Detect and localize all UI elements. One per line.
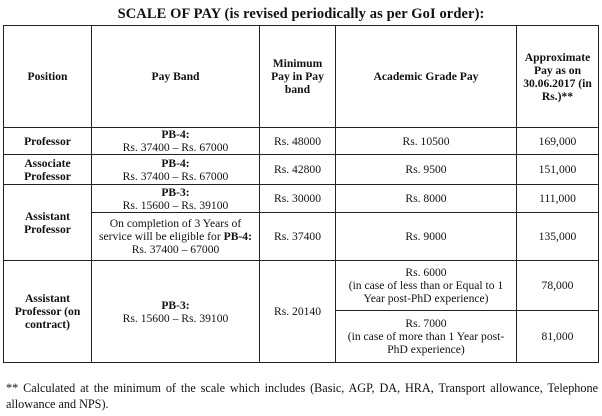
approx-pay-cell: 135,000 [517, 213, 599, 261]
pay-band-eligibility-note: On completion of 3 Years of service will be eligible for [99, 217, 242, 243]
header-pay-band: Pay Band [92, 26, 260, 128]
footnote: ** Calculated at the minimum of the scale which includes (Basic, AGP, DA, HRA, Transport allowance, Telephone allowance and NPS). [6, 381, 598, 411]
table-row-associate-professor [4, 155, 599, 185]
grade-pay-cell: Rs. 8000 [336, 185, 517, 213]
grade-pay-amount: Rs. 6000 [405, 266, 447, 279]
approx-pay-cell: 78,000 [517, 261, 599, 311]
minimum-pay-cell: Rs. 37400 [260, 213, 336, 261]
approx-pay-cell: 81,000 [517, 311, 599, 363]
page-title: SCALE OF PAY (is revised periodically as per GoI order): [117, 6, 485, 22]
minimum-pay-cell: Rs. 20140 [260, 261, 336, 363]
pay-band-range: Rs. 15600 – Rs. 39100 [122, 198, 229, 212]
header-academic-grade-pay: Academic Grade Pay [336, 26, 517, 128]
position-cell: Professor [4, 128, 92, 155]
table-row-assistant-professor [4, 185, 599, 213]
position-cell: Assistant Professor [4, 185, 92, 261]
pay-band-code: PB-3: [161, 185, 190, 199]
pay-band-range: Rs. 37400 – 67000 [131, 243, 220, 256]
approx-pay-cell: 111,000 [517, 185, 599, 213]
pay-band-cell [92, 185, 260, 213]
table-row-assistant-professor-after-3-years [4, 213, 599, 261]
table-header-row [4, 26, 599, 128]
table-row-contract-professor [4, 261, 599, 311]
grade-pay-cell [336, 311, 517, 363]
pay-scale-table [3, 25, 599, 363]
pay-band-code: PB-4: [161, 128, 190, 141]
pay-band-code: PB-4: [223, 230, 252, 243]
minimum-pay-cell: Rs. 42800 [260, 155, 336, 185]
position-cell: Assistant Professor (on contract) [4, 261, 92, 363]
pay-band-cell [92, 155, 260, 185]
approx-pay-cell: 169,000 [517, 128, 599, 155]
grade-pay-cell: Rs. 9500 [336, 155, 517, 185]
pay-band-code: PB-3: [161, 298, 190, 312]
header-minimum-pay: Minimum Pay in Pay band [260, 26, 336, 128]
pay-band-range: Rs. 37400 – Rs. 67000 [122, 141, 229, 154]
table-row-professor [4, 128, 599, 155]
header-position: Position [4, 26, 92, 128]
pay-band-range: Rs. 37400 – Rs. 67000 [122, 169, 229, 183]
grade-pay-cell [336, 261, 517, 311]
minimum-pay-cell: Rs. 30000 [260, 185, 336, 213]
pay-band-code: PB-4: [161, 156, 190, 170]
grade-pay-cell: Rs. 10500 [336, 128, 517, 155]
grade-pay-condition: (in case of less than or Equal to 1 Year post-PhD experience) [348, 279, 504, 305]
grade-pay-condition: (in case of more than 1 Year post-PhD experience) [347, 330, 505, 356]
minimum-pay-cell: Rs. 48000 [260, 128, 336, 155]
pay-band-range: Rs. 15600 – Rs. 39100 [122, 311, 229, 325]
approx-pay-cell: 151,000 [517, 155, 599, 185]
pay-band-cell [92, 128, 260, 155]
pay-band-cell [92, 213, 260, 261]
position-cell: Associate Professor [4, 155, 92, 185]
header-approximate-pay: Approximate Pay as on 30.06.2017 (in Rs.)** [517, 26, 599, 128]
pay-band-cell [92, 261, 260, 363]
grade-pay-amount: Rs. 7000 [405, 317, 447, 330]
grade-pay-cell: Rs. 9000 [336, 213, 517, 261]
